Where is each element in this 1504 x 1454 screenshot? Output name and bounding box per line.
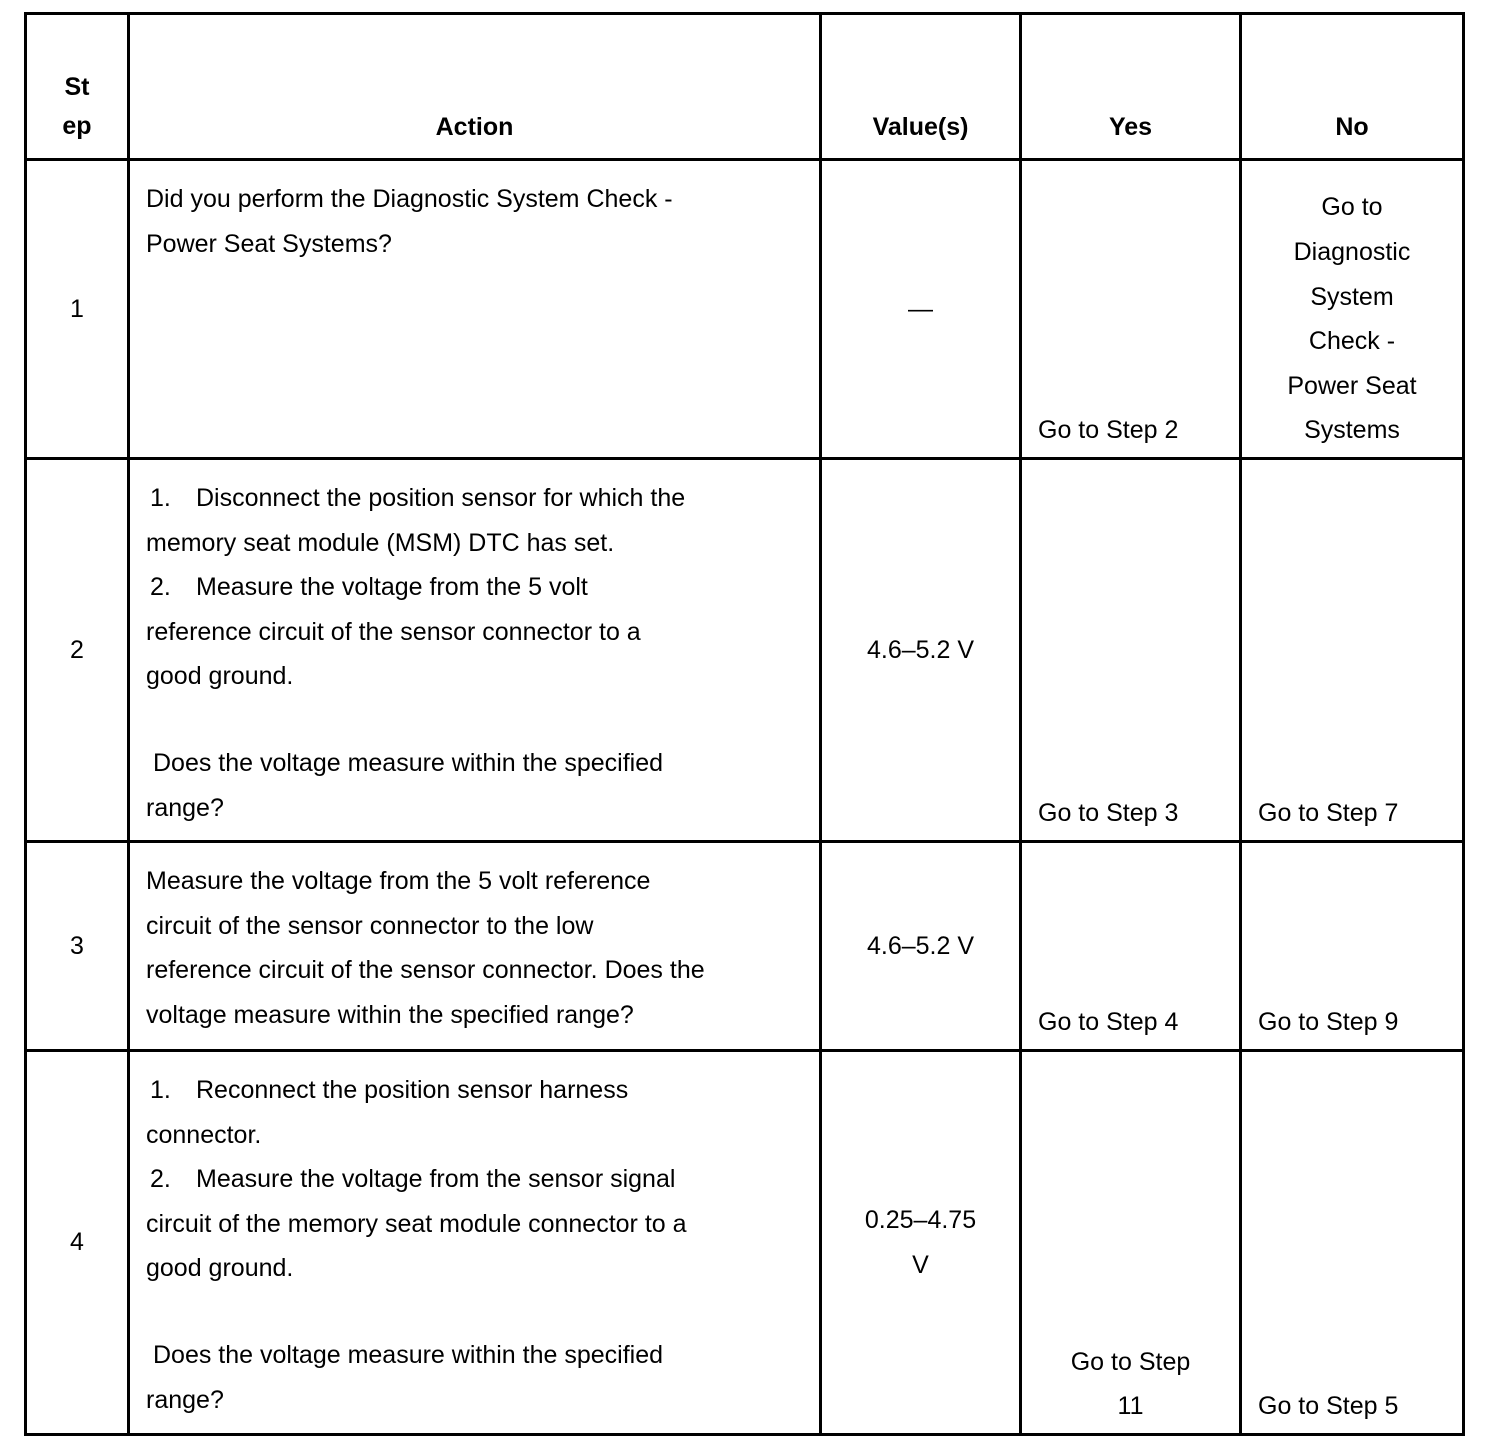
action-line: Measure the voltage from the 5 volt reference [146,867,651,895]
value-cell: 4.6–5.2 V [821,459,1021,842]
action-line: circuit of the sensor connector to the low [146,911,594,940]
header-no: No [1241,14,1464,160]
list-number: 2. [150,573,171,602]
no-cell [1241,459,1464,842]
action-line: memory seat module (MSM) DTC has set. [146,528,615,557]
action-line: good ground. [146,662,294,691]
header-yes: Yes [1021,14,1241,160]
action-line: Measure the voltage from the sensor signal [196,1165,676,1194]
step-number: 2 [26,459,129,842]
action-line: Power Seat Systems? [146,229,392,258]
no-target-line: Go to [1321,193,1383,222]
yes-cell [1021,160,1241,459]
step-number: 1 [26,160,129,459]
action-line: Measure the voltage from the 5 volt [196,573,588,602]
list-item [146,1068,779,1113]
yes-target-line: Go to Step [1070,1347,1191,1376]
diagnostic-table [24,12,1465,1436]
question-line: Does the voltage measure within the specified [153,748,664,777]
no-target: Go to Step 7 [1258,799,1399,828]
header-step-line: ep [62,112,92,140]
list-item [146,476,779,521]
no-cell [1241,1051,1464,1435]
action-cell [129,1051,821,1435]
action-line: connector. [146,1120,262,1149]
header-step [26,14,129,160]
question-line: range? [146,1385,224,1414]
action-line: good ground. [146,1254,294,1283]
no-target-line: Power Seat [1287,371,1417,400]
no-target-line: Diagnostic [1293,238,1411,267]
question-line: range? [146,793,224,822]
yes-target: Go to Step 3 [1038,799,1179,828]
diagnostic-table-page [24,12,1462,1433]
action-line: Disconnect the position sensor for which the [196,484,686,512]
yes-target: Go to Step 2 [1038,416,1179,445]
list-number: 1. [150,484,171,512]
yes-target: Go to Step 4 [1038,1008,1179,1037]
no-cell [1241,842,1464,1051]
yes-target-line: 11 [1117,1392,1144,1421]
yes-cell [1021,842,1241,1051]
header-action: Action [129,14,821,160]
action-cell [129,842,821,1051]
list-item [146,1157,779,1202]
header-values: Value(s) [821,14,1021,160]
no-target: Go to Step 5 [1258,1392,1399,1421]
action-line: Did you perform the Diagnostic System Check - [146,185,673,213]
action-cell [129,459,821,842]
no-target-line: System [1310,282,1394,311]
value-cell: — [821,160,1021,459]
action-line: Reconnect the position sensor harness [196,1076,629,1104]
table-row [26,842,1464,1051]
question-line: Does the voltage measure within the specified [153,1340,664,1369]
list-number: 2. [150,1165,171,1194]
value-line: 0.25–4.75 [864,1205,977,1234]
no-target-line: Check - [1308,327,1396,356]
action-line: reference circuit of the sensor connector to a [146,617,641,646]
table-row [26,1051,1464,1435]
action-line: reference circuit of the sensor connector. Does the [146,956,705,985]
action-line: voltage measure within the specified range? [146,1000,634,1029]
header-row [26,14,1464,160]
header-step-line: St [64,73,90,101]
step-number: 4 [26,1051,129,1435]
value-cell: 4.6–5.2 V [821,842,1021,1051]
no-cell [1241,160,1464,459]
table-row [26,160,1464,459]
value-line: V [912,1250,929,1279]
yes-cell [1021,1051,1241,1435]
list-number: 1. [150,1076,171,1104]
value-cell [821,1051,1021,1435]
no-target-line: Systems [1304,416,1400,445]
table-row [26,459,1464,842]
list-item [146,565,779,610]
action-cell [129,160,821,459]
yes-cell [1021,459,1241,842]
step-number: 3 [26,842,129,1051]
action-line: circuit of the memory seat module connector to a [146,1209,687,1238]
no-target: Go to Step 9 [1258,1008,1399,1037]
